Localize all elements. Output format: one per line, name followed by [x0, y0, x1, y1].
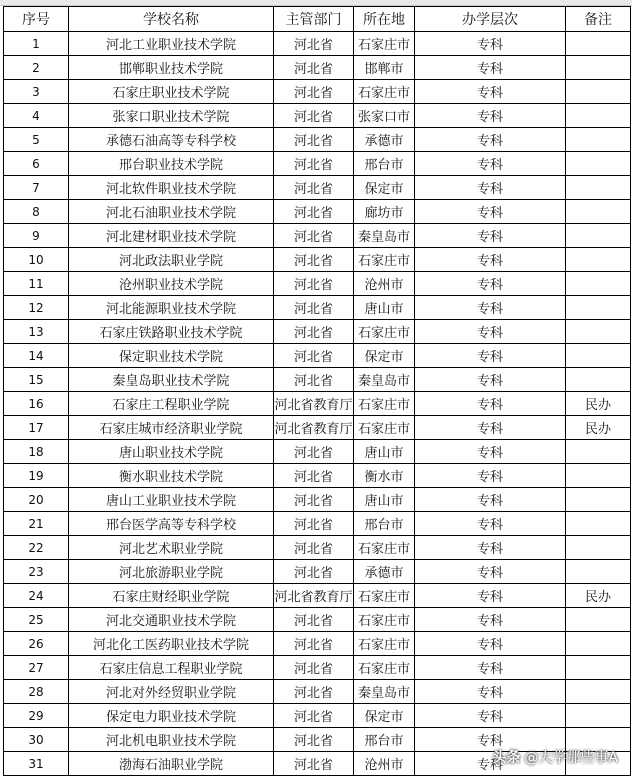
table-row	[4, 320, 631, 344]
cell-location[interactable]: 石家庄市	[354, 32, 415, 56]
header-cell-index[interactable]: 序号	[4, 7, 69, 32]
cell-level[interactable]: 专科	[415, 584, 566, 608]
header-cell-school-name[interactable]: 学校名称	[69, 7, 274, 32]
cell-school-name[interactable]: 邢台职业技术学院	[69, 152, 274, 176]
header-cell-location[interactable]: 所在地	[354, 7, 415, 32]
cell-remarks[interactable]	[566, 272, 631, 296]
cell-school-name[interactable]: 河北石油职业技术学院	[69, 200, 274, 224]
cell-authority[interactable]: 河北省	[274, 368, 354, 392]
cell-school-name[interactable]: 石家庄工程职业学院	[69, 392, 274, 416]
table-row	[4, 368, 631, 392]
cell-level[interactable]: 专科	[415, 224, 566, 248]
table-row	[4, 32, 631, 56]
table-row	[4, 656, 631, 680]
table-row	[4, 560, 631, 584]
cell-location[interactable]: 石家庄市	[354, 608, 415, 632]
cell-level[interactable]: 专科	[415, 56, 566, 80]
cell-index[interactable]: 1	[4, 32, 69, 56]
cell-school-name[interactable]: 石家庄城市经济职业学院	[69, 416, 274, 440]
table-row	[4, 536, 631, 560]
cell-index[interactable]: 29	[4, 704, 69, 728]
cell-index[interactable]: 18	[4, 440, 69, 464]
cell-school-name[interactable]: 石家庄铁路职业技术学院	[69, 320, 274, 344]
table-row	[4, 152, 631, 176]
cell-level[interactable]: 专科	[415, 104, 566, 128]
cell-index[interactable]: 20	[4, 488, 69, 512]
cell-remarks[interactable]	[566, 440, 631, 464]
cell-school-name[interactable]: 唐山职业技术学院	[69, 440, 274, 464]
cell-school-name[interactable]: 河北化工医药职业技术学院	[69, 632, 274, 656]
cell-remarks[interactable]	[566, 80, 631, 104]
cell-remarks[interactable]	[566, 56, 631, 80]
cell-authority[interactable]: 河北省	[274, 248, 354, 272]
cell-index[interactable]: 11	[4, 272, 69, 296]
cell-location[interactable]: 秦皇岛市	[354, 368, 415, 392]
cell-remarks[interactable]	[566, 512, 631, 536]
cell-authority[interactable]: 河北省	[274, 296, 354, 320]
cell-location[interactable]: 张家口市	[354, 104, 415, 128]
cell-level[interactable]: 专科	[415, 632, 566, 656]
cell-location[interactable]: 石家庄市	[354, 632, 415, 656]
cell-remarks[interactable]	[566, 152, 631, 176]
cell-remarks[interactable]: 民办	[566, 416, 631, 440]
table-row	[4, 488, 631, 512]
cell-level[interactable]: 专科	[415, 176, 566, 200]
table-row	[4, 680, 631, 704]
cell-index[interactable]: 28	[4, 680, 69, 704]
cell-location[interactable]: 廊坊市	[354, 200, 415, 224]
cell-index[interactable]: 17	[4, 416, 69, 440]
cell-level[interactable]: 专科	[415, 320, 566, 344]
cell-remarks[interactable]	[566, 368, 631, 392]
cell-level[interactable]: 专科	[415, 488, 566, 512]
cell-index[interactable]: 31	[4, 752, 69, 776]
cell-index[interactable]: 12	[4, 296, 69, 320]
cell-level[interactable]: 专科	[415, 560, 566, 584]
cell-location[interactable]: 石家庄市	[354, 80, 415, 104]
cell-remarks[interactable]	[566, 296, 631, 320]
cell-level[interactable]: 专科	[415, 344, 566, 368]
cell-level[interactable]: 专科	[415, 248, 566, 272]
cell-location[interactable]: 唐山市	[354, 440, 415, 464]
cell-authority[interactable]: 河北省	[274, 344, 354, 368]
cell-level[interactable]: 专科	[415, 728, 566, 752]
cell-location[interactable]: 唐山市	[354, 488, 415, 512]
table-row	[4, 416, 631, 440]
cell-index[interactable]: 19	[4, 464, 69, 488]
cell-remarks[interactable]	[566, 464, 631, 488]
cell-index[interactable]: 16	[4, 392, 69, 416]
table-row	[4, 464, 631, 488]
cell-level[interactable]: 专科	[415, 464, 566, 488]
cell-level[interactable]: 专科	[415, 272, 566, 296]
cell-index[interactable]: 4	[4, 104, 69, 128]
table-row	[4, 56, 631, 80]
cell-location[interactable]: 沧州市	[354, 272, 415, 296]
cell-authority[interactable]: 河北省	[274, 512, 354, 536]
cell-remarks[interactable]	[566, 224, 631, 248]
cell-remarks[interactable]	[566, 320, 631, 344]
cell-authority[interactable]: 河北省	[274, 152, 354, 176]
cell-remarks[interactable]	[566, 32, 631, 56]
table-row	[4, 200, 631, 224]
watermark	[492, 747, 618, 767]
cell-index[interactable]: 30	[4, 728, 69, 752]
cell-index[interactable]: 8	[4, 200, 69, 224]
table-row	[4, 392, 631, 416]
cell-school-name[interactable]: 石家庄信息工程职业学院	[69, 656, 274, 680]
cell-location[interactable]: 保定市	[354, 176, 415, 200]
cell-authority[interactable]: 河北省教育厅	[274, 392, 354, 416]
cell-location[interactable]: 沧州市	[354, 752, 415, 776]
cell-remarks[interactable]	[566, 128, 631, 152]
cell-remarks[interactable]	[566, 248, 631, 272]
cell-school-name[interactable]: 唐山工业职业技术学院	[69, 488, 274, 512]
cell-authority[interactable]: 河北省	[274, 464, 354, 488]
cell-index[interactable]: 7	[4, 176, 69, 200]
cell-school-name[interactable]: 保定职业技术学院	[69, 344, 274, 368]
cell-index[interactable]: 3	[4, 80, 69, 104]
cell-location[interactable]: 邢台市	[354, 512, 415, 536]
cell-level[interactable]: 专科	[415, 704, 566, 728]
table-row	[4, 344, 631, 368]
cell-school-name[interactable]: 石家庄财经职业学院	[69, 584, 274, 608]
cell-school-name[interactable]: 河北工业职业技术学院	[69, 32, 274, 56]
table-row	[4, 272, 631, 296]
cell-authority[interactable]: 河北省	[274, 656, 354, 680]
cell-authority[interactable]: 河北省	[274, 80, 354, 104]
cell-authority[interactable]: 河北省	[274, 128, 354, 152]
cell-location[interactable]: 石家庄市	[354, 416, 415, 440]
cell-location[interactable]: 邢台市	[354, 152, 415, 176]
table-row	[4, 296, 631, 320]
cell-level[interactable]: 专科	[415, 416, 566, 440]
cell-remarks[interactable]	[566, 488, 631, 512]
cell-location[interactable]: 邯郸市	[354, 56, 415, 80]
cell-school-name[interactable]: 河北建材职业技术学院	[69, 224, 274, 248]
cell-level[interactable]: 专科	[415, 440, 566, 464]
cell-level[interactable]: 专科	[415, 536, 566, 560]
cell-remarks[interactable]: 民办	[566, 584, 631, 608]
cell-authority[interactable]: 河北省教育厅	[274, 584, 354, 608]
cell-location[interactable]: 石家庄市	[354, 392, 415, 416]
cell-remarks[interactable]	[566, 560, 631, 584]
cell-authority[interactable]: 河北省	[274, 176, 354, 200]
cell-remarks[interactable]	[566, 176, 631, 200]
table-row	[4, 608, 631, 632]
cell-location[interactable]: 秦皇岛市	[354, 224, 415, 248]
cell-authority[interactable]: 河北省	[274, 704, 354, 728]
cell-school-name[interactable]: 河北机电职业技术学院	[69, 728, 274, 752]
cell-authority[interactable]: 河北省	[274, 440, 354, 464]
cell-location[interactable]: 保定市	[354, 344, 415, 368]
cell-index[interactable]: 9	[4, 224, 69, 248]
cell-school-name[interactable]: 保定电力职业技术学院	[69, 704, 274, 728]
cell-level[interactable]: 专科	[415, 392, 566, 416]
cell-level[interactable]: 专科	[415, 80, 566, 104]
cell-school-name[interactable]: 张家口职业技术学院	[69, 104, 274, 128]
cell-location[interactable]: 石家庄市	[354, 656, 415, 680]
table-row	[4, 128, 631, 152]
table-row	[4, 176, 631, 200]
cell-authority[interactable]: 河北省	[274, 560, 354, 584]
cell-level[interactable]: 专科	[415, 152, 566, 176]
cell-school-name[interactable]: 秦皇岛职业技术学院	[69, 368, 274, 392]
cell-index[interactable]: 23	[4, 560, 69, 584]
cell-location[interactable]: 石家庄市	[354, 536, 415, 560]
cell-location[interactable]: 唐山市	[354, 296, 415, 320]
cell-location[interactable]: 秦皇岛市	[354, 680, 415, 704]
cell-remarks[interactable]	[566, 200, 631, 224]
cell-index[interactable]: 21	[4, 512, 69, 536]
cell-authority[interactable]: 河北省	[274, 320, 354, 344]
cell-index[interactable]: 13	[4, 320, 69, 344]
cell-location[interactable]: 承德市	[354, 560, 415, 584]
cell-level[interactable]: 专科	[415, 752, 566, 776]
cell-index[interactable]: 5	[4, 128, 69, 152]
cell-location[interactable]: 衡水市	[354, 464, 415, 488]
cell-authority[interactable]: 河北省教育厅	[274, 416, 354, 440]
cell-authority[interactable]: 河北省	[274, 56, 354, 80]
cell-index[interactable]: 25	[4, 608, 69, 632]
cell-index[interactable]: 15	[4, 368, 69, 392]
cell-level[interactable]: 专科	[415, 200, 566, 224]
cell-school-name[interactable]: 河北政法职业学院	[69, 248, 274, 272]
cell-school-name[interactable]: 河北能源职业技术学院	[69, 296, 274, 320]
table-row	[4, 104, 631, 128]
cell-remarks[interactable]	[566, 632, 631, 656]
header-cell-level[interactable]: 办学层次	[415, 7, 566, 32]
cell-authority[interactable]: 河北省	[274, 752, 354, 776]
header-row	[4, 7, 631, 32]
cell-remarks[interactable]	[566, 680, 631, 704]
cell-level[interactable]: 专科	[415, 368, 566, 392]
cell-remarks[interactable]	[566, 104, 631, 128]
header-cell-authority[interactable]: 主管部门	[274, 7, 354, 32]
cell-remarks[interactable]	[566, 536, 631, 560]
table-row	[4, 440, 631, 464]
cell-index[interactable]: 14	[4, 344, 69, 368]
cell-authority[interactable]: 河北省	[274, 632, 354, 656]
cell-location[interactable]: 石家庄市	[354, 320, 415, 344]
cell-location[interactable]: 邢台市	[354, 728, 415, 752]
cell-school-name[interactable]: 河北对外经贸职业学院	[69, 680, 274, 704]
cell-index[interactable]: 2	[4, 56, 69, 80]
cell-remarks[interactable]	[566, 656, 631, 680]
cell-remarks[interactable]	[566, 704, 631, 728]
cell-level[interactable]: 专科	[415, 656, 566, 680]
cell-authority[interactable]: 河北省	[274, 272, 354, 296]
cell-index[interactable]: 27	[4, 656, 69, 680]
cell-level[interactable]: 专科	[415, 296, 566, 320]
table-row	[4, 512, 631, 536]
cell-authority[interactable]: 河北省	[274, 32, 354, 56]
cell-school-name[interactable]: 河北艺术职业学院	[69, 536, 274, 560]
cell-index[interactable]: 26	[4, 632, 69, 656]
cell-level[interactable]: 专科	[415, 128, 566, 152]
cell-school-name[interactable]: 邢台医学高等专科学校	[69, 512, 274, 536]
cell-level[interactable]: 专科	[415, 680, 566, 704]
cell-school-name[interactable]: 邯郸职业技术学院	[69, 56, 274, 80]
cell-index[interactable]: 6	[4, 152, 69, 176]
cell-school-name[interactable]: 渤海石油职业学院	[69, 752, 274, 776]
cell-remarks[interactable]	[566, 608, 631, 632]
cell-school-name[interactable]: 石家庄职业技术学院	[69, 80, 274, 104]
cell-level[interactable]: 专科	[415, 32, 566, 56]
cell-remarks[interactable]	[566, 344, 631, 368]
table-row	[4, 584, 631, 608]
watermark-text: @大学那些事A	[524, 750, 618, 766]
cell-school-name[interactable]: 衡水职业技术学院	[69, 464, 274, 488]
cell-remarks[interactable]: 民办	[566, 392, 631, 416]
cell-school-name[interactable]: 承德石油高等专科学校	[69, 128, 274, 152]
cell-location[interactable]: 保定市	[354, 704, 415, 728]
cell-location[interactable]: 石家庄市	[354, 584, 415, 608]
school-table	[3, 6, 631, 776]
cell-authority[interactable]: 河北省	[274, 488, 354, 512]
cell-authority[interactable]: 河北省	[274, 728, 354, 752]
cell-level[interactable]: 专科	[415, 608, 566, 632]
cell-authority[interactable]: 河北省	[274, 680, 354, 704]
cell-school-name[interactable]: 河北软件职业技术学院	[69, 176, 274, 200]
cell-index[interactable]: 10	[4, 248, 69, 272]
cell-authority[interactable]: 河北省	[274, 608, 354, 632]
cell-location[interactable]: 承德市	[354, 128, 415, 152]
cell-index[interactable]: 24	[4, 584, 69, 608]
watermark-logo: 头条	[492, 750, 521, 766]
header-cell-remarks[interactable]: 备注	[566, 7, 631, 32]
cell-level[interactable]: 专科	[415, 512, 566, 536]
table-row	[4, 224, 631, 248]
cell-school-name[interactable]: 河北旅游职业学院	[69, 560, 274, 584]
table-row	[4, 248, 631, 272]
cell-school-name[interactable]: 河北交通职业技术学院	[69, 608, 274, 632]
cell-authority[interactable]: 河北省	[274, 104, 354, 128]
cell-authority[interactable]: 河北省	[274, 224, 354, 248]
cell-location[interactable]: 石家庄市	[354, 248, 415, 272]
cell-index[interactable]: 22	[4, 536, 69, 560]
table-row	[4, 80, 631, 104]
cell-authority[interactable]: 河北省	[274, 536, 354, 560]
cell-authority[interactable]: 河北省	[274, 200, 354, 224]
table-row	[4, 632, 631, 656]
cell-school-name[interactable]: 沧州职业技术学院	[69, 272, 274, 296]
table-row	[4, 704, 631, 728]
